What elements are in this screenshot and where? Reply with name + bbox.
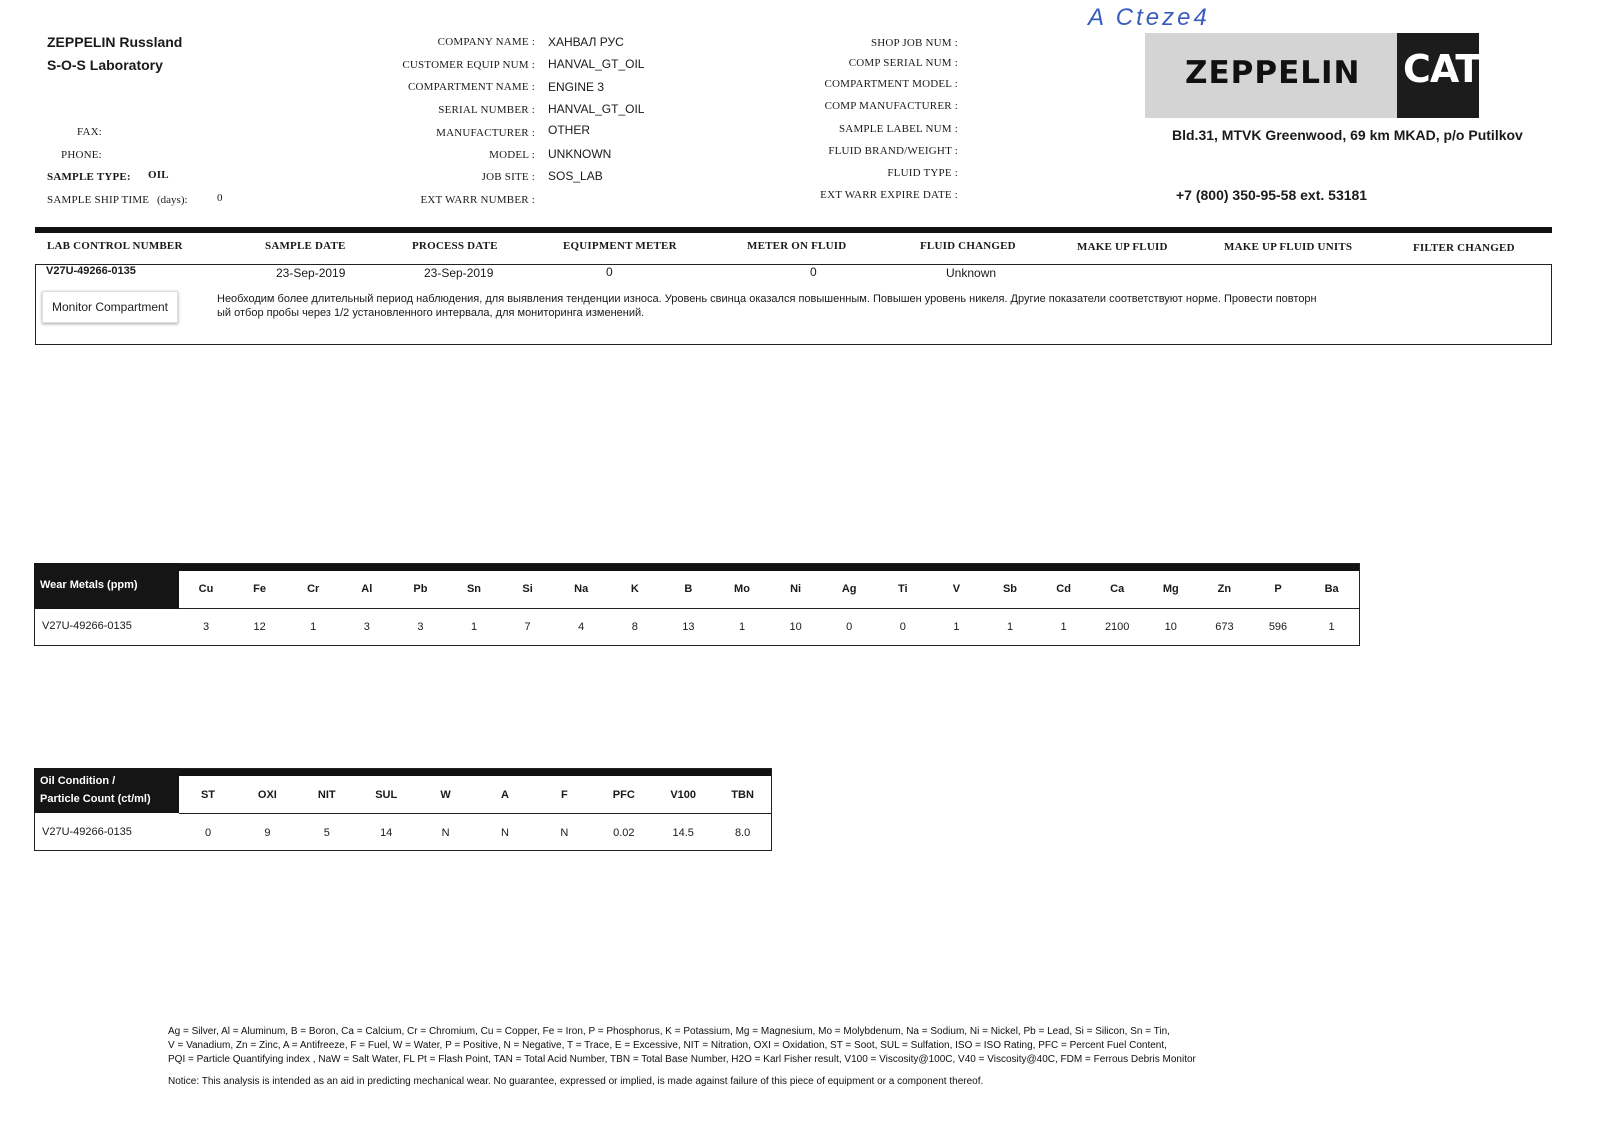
lab-control-number: V27U-49266-0135 [46, 265, 136, 277]
wear-metals-col-sn: Sn [466, 583, 482, 595]
hdr-make-up-fluid: MAKE UP FLUID [1077, 241, 1168, 253]
oil-condition-row-label: V27U-49266-0135 [42, 826, 132, 838]
comp-manufacturer-label: COMP MANUFACTURER : [824, 100, 958, 112]
cat-logo-text: CAT [1403, 47, 1481, 91]
wear-metals-col-v: V [952, 583, 961, 595]
wear-metals-col-ba: Ba [1324, 583, 1339, 595]
wear-metals-title-cell [34, 563, 179, 609]
wear-metals-col-sb: Sb [1002, 583, 1018, 595]
wear-metals-col-pb: Pb [413, 583, 428, 595]
sample-label-num-label: SAMPLE LABEL NUM : [838, 123, 958, 135]
wear-metals-col-p: P [1274, 583, 1282, 595]
legend-line-3: PQI = Particle Quantifying index , NaW = Salt Water, FL Pt = Flash Point, TAN = Total Acid Number, TBN = Total Base Number, H2O = Karl Fisher result, V100 = Viscosity@100C, V40 = Viscosity@40C, FDM = Ferrous Debris Monitor [168, 1054, 1196, 1065]
oil-condition-value-f: N [560, 827, 569, 839]
wear-metals-value-zn: 673 [1215, 621, 1234, 633]
wear-metals-value-b: 13 [682, 621, 695, 633]
job-site-label: JOB SITE : [481, 171, 535, 183]
equip-num-value: HANVAL_GT_OIL [548, 57, 645, 71]
sample-type-label: SAMPLE TYPE: [47, 171, 131, 183]
oil-condition-value-w: N [441, 827, 450, 839]
wear-metals-value-si: 7 [524, 621, 531, 633]
ship-time-unit: (days): [157, 194, 188, 206]
wear-metals-col-mg: Mg [1162, 583, 1179, 595]
wear-metals-value-sb: 1 [1006, 621, 1014, 633]
compartment-label: COMPARTMENT NAME : [407, 81, 535, 93]
oil-condition-value-nit: 5 [323, 827, 330, 839]
hdr-meter-on-fluid: METER ON FLUID [747, 240, 847, 252]
wear-metals-value-v: 1 [953, 621, 960, 633]
disclaimer-notice: Notice: This analysis is intended as an aid in predicting mechanical wear. No guarantee, expressed or implied, is made against failure of this piece of equipment or a component thereof. [168, 1076, 984, 1087]
wear-metals-col-ni: Ni [790, 583, 802, 595]
manufacturer-value: OTHER [548, 123, 590, 137]
wear-metals-col-ti: Ti [898, 583, 908, 595]
oil-condition-value-a: N [501, 827, 509, 839]
zeppelin-logo-text: ZEPPELIN [1185, 55, 1361, 91]
process-date: 23-Sep-2019 [424, 266, 494, 280]
wear-metals-value-k: 8 [631, 621, 638, 633]
wear-metals-col-na: Na [574, 583, 589, 595]
wear-metals-col-b: B [684, 583, 693, 595]
evaluation-comment-line2: ый отбор пробы через 1/2 установленного интервала, для мониторинга изменений. [217, 307, 645, 319]
wear-metals-title: Wear Metals (ppm) [40, 579, 138, 591]
oil-condition-title-1: Oil Condition / [40, 775, 116, 787]
wear-metals-value-ni: 10 [789, 621, 802, 633]
oil-condition-col-w: W [440, 789, 451, 801]
oil-condition-value-pfc: 0.02 [613, 827, 635, 839]
oil-condition-col-pfc: PFC [612, 789, 635, 801]
wear-metals-value-fe: 12 [253, 621, 266, 633]
meter-on-fluid-value: 0 [810, 265, 817, 279]
handwritten-note: A Cteze4 [1088, 4, 1210, 31]
serial-number-value: HANVAL_GT_OIL [548, 102, 645, 116]
manufacturer-label: MANUFACTURER : [436, 127, 535, 139]
org-name: ZEPPELIN Russland [47, 34, 183, 50]
zeppelin-cat-logo [1145, 33, 1479, 118]
wear-metals-value-cr: 1 [310, 621, 317, 633]
wear-metals-value-mg: 10 [1164, 621, 1177, 633]
ship-time-label: SAMPLE SHIP TIME [47, 194, 150, 206]
wear-metals-value-al: 3 [363, 621, 370, 633]
equip-num-label: CUSTOMER EQUIP NUM : [402, 59, 535, 71]
oil-condition-value-oxi: 9 [264, 827, 271, 839]
oil-condition-value-tbn: 8.0 [734, 827, 751, 839]
oil-condition-col-tbn: TBN [731, 789, 754, 801]
hdr-equipment-meter: EQUIPMENT METER [563, 240, 677, 252]
fluid-changed-value: Unknown [946, 266, 997, 280]
oil-condition-header-rule [179, 813, 772, 814]
ship-time-value: 0 [217, 192, 223, 204]
hdr-filter-changed: FILTER CHANGED [1413, 242, 1515, 254]
abbreviation-legend [168, 1025, 1588, 1067]
compartment-value: ENGINE 3 [548, 80, 605, 94]
sample-date: 23-Sep-2019 [276, 266, 346, 280]
section-divider [35, 227, 1552, 233]
wear-metals-value-na: 4 [578, 621, 585, 633]
ext-warr-expire-label: EXT WARR EXPIRE DATE : [820, 189, 958, 201]
model-value: UNKNOWN [548, 147, 612, 161]
hdr-process-date: PROCESS DATE [412, 240, 498, 252]
hdr-sample-date: SAMPLE DATE [265, 240, 346, 252]
hdr-make-up-fluid-units: MAKE UP FLUID UNITS [1224, 241, 1353, 253]
wear-metals-col-si: Si [522, 583, 533, 595]
wear-metals-col-al: Al [361, 583, 373, 595]
oil-condition-value-sul: 14 [380, 827, 393, 839]
wear-metals-header-rule [179, 608, 1360, 609]
wear-metals-value-p: 596 [1268, 621, 1288, 633]
oil-condition-value-v100: 14.5 [672, 827, 694, 839]
serial-number-label: SERIAL NUMBER : [438, 104, 535, 116]
wear-metals-value-ca: 2100 [1104, 621, 1130, 633]
hdr-lab-control-number: LAB CONTROL NUMBER [47, 240, 183, 252]
legend-line-2: V = Vanadium, Zn = Zinc, A = Antifreeze, F = Fuel, W = Water, P = Positive, N = Negative, T = Trace, E = Excessive, NIT = Nitration, OXI = Oxidation, ST = Soot, SUL = Sulfation, ISO = ISO Rating, PFC = Percent Fuel Content, [168, 1040, 1167, 1051]
oil-condition-col-st: ST [200, 789, 216, 801]
wear-metals-value-ag: 0 [846, 621, 853, 633]
wear-metals-col-fe: Fe [253, 583, 267, 595]
oil-condition-value-st: 0 [204, 827, 212, 839]
comp-serial-num-label: COMP SERIAL NUM : [848, 57, 958, 69]
phone-label: PHONE: [61, 149, 102, 161]
wear-metals-col-ag: Ag [841, 583, 857, 595]
wear-metals-value-ti: 0 [899, 621, 906, 633]
wear-metals-value-cd: 1 [1060, 621, 1067, 633]
fluid-type-label: FLUID TYPE : [887, 167, 958, 179]
wear-metals-col-cd: Cd [1056, 583, 1071, 595]
cat-logo-icon [1397, 33, 1479, 118]
oil-condition-title-2: Particle Count (ct/ml) [40, 793, 151, 805]
oil-condition-col-v100: V100 [670, 789, 697, 801]
model-label: MODEL : [489, 149, 535, 161]
org-lab: S-O-S Laboratory [47, 57, 163, 73]
monitor-compartment-status[interactable]: Monitor Compartment [42, 291, 178, 323]
lab-phone: +7 (800) 350-95-58 ext. 53181 [1176, 187, 1368, 203]
wear-metals-col-cr: Cr [307, 583, 320, 595]
compartment-model-label: COMPARTMENT MODEL : [824, 78, 958, 90]
oil-condition-title-cell [34, 768, 179, 813]
wear-metals-col-cu: Cu [198, 583, 214, 595]
wear-metals-value-mo: 1 [738, 621, 746, 633]
evaluation-comment [217, 292, 1547, 320]
wear-metals-value-cu: 3 [202, 621, 210, 633]
oil-condition-col-f: F [561, 789, 568, 801]
oil-condition-col-nit: NIT [317, 789, 336, 801]
ext-warr-number-label: EXT WARR NUMBER : [420, 194, 535, 206]
fluid-brand-label: FLUID BRAND/WEIGHT : [828, 145, 958, 157]
oil-condition-col-sul: SUL [375, 789, 398, 801]
job-site-value: SOS_LAB [548, 169, 603, 183]
equipment-meter-value: 0 [606, 265, 613, 279]
hdr-fluid-changed: FLUID CHANGED [920, 240, 1016, 252]
company-name-value: ХАНВАЛ РУС [548, 35, 624, 49]
legend-line-1: Ag = Silver, Al = Aluminum, B = Boron, Ca = Calcium, Cr = Chromium, Cu = Copper, Fe = Iron, P = Phosphorus, K = Potassium, Mg = Magnesium, Mo = Molybdenum, Na = Sodium, Ni = Nickel, Pb = Lead, Si = Silicon, Sn = Tin, [168, 1026, 1170, 1037]
lab-address: Bld.31, MTVK Greenwood, 69 km MKAD, p/o Putilkov [1172, 127, 1523, 143]
wear-metals-row-label: V27U-49266-0135 [42, 620, 132, 632]
wear-metals-col-mo: Mo [734, 583, 750, 595]
sample-type-value: OIL [148, 169, 169, 181]
wear-metals-col-k: K [630, 583, 639, 595]
company-name-label: COMPANY NAME : [437, 36, 535, 48]
wear-metals-table [34, 563, 1360, 646]
wear-metals-value-pb: 3 [417, 621, 424, 633]
wear-metals-col-zn: Zn [1217, 583, 1232, 595]
evaluation-comment-line1: Необходим более длительный период наблюдения, для выявления тенденции износа. Уровень свинца оказался повышенным. Повышен уровень никеля. Другие показатели соответствуют норме. Провести повторн [217, 293, 1317, 305]
fax-label: FAX: [77, 126, 103, 138]
wear-metals-col-ca: Ca [1110, 583, 1125, 595]
oil-condition-col-a: A [501, 789, 509, 801]
wear-metals-value-sn: 1 [470, 621, 478, 633]
oil-condition-col-oxi: OXI [257, 789, 277, 801]
shop-job-num-label: SHOP JOB NUM : [870, 37, 958, 49]
wear-metals-value-ba: 1 [1328, 621, 1335, 633]
